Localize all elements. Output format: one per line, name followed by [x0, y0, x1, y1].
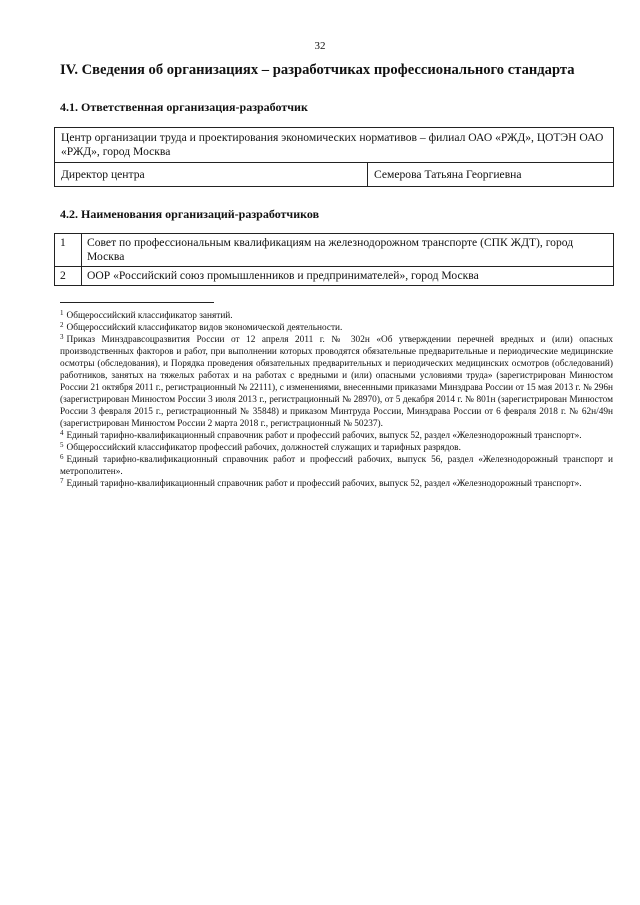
footnote-text: Единый тарифно-квалификационный справочник работ и профессий рабочих, выпуск 52, раздел «Железнодорожный транспорт». [66, 479, 582, 489]
director-name: Семерова Татьяна Георгиевна [368, 163, 614, 187]
footnote [60, 478, 613, 490]
footnote-text: Общероссийский классификатор профессий рабочих, должностей служащих и тарифных разрядов. [66, 443, 461, 453]
footnote-mark: 3 [60, 333, 64, 341]
page-number: 32 [314, 40, 326, 52]
footnote [60, 430, 613, 442]
table-row [55, 234, 614, 267]
responsible-org-table [54, 127, 614, 187]
footnote-text: Единый тарифно-квалификационный справочник работ и профессий рабочих, выпуск 52, раздел «Железнодорожный транспорт». [66, 431, 582, 441]
developer-name: Совет по профессиональным квалификациям на железнодорожном транспорте (СПК ЖДТ), город Москва [82, 234, 614, 267]
table-row [55, 267, 614, 286]
footnote-mark: 7 [60, 477, 64, 485]
developer-number: 2 [55, 267, 82, 286]
footnote-separator [60, 302, 214, 303]
section-title: IV. Сведения об организациях – разработчиках профессионального стандарта [60, 62, 575, 78]
footnote [60, 310, 613, 322]
footnotes [60, 310, 613, 490]
footnote-text: Приказ Минздравсоцразвития России от 12 апреля 2011 г. № 302н «Об утверждении перечней вредных и (или) опасных производственных факторов и работ, при выполнении которых проводятся обязательные предварительные и периодические медицинские осмотры (обследования), и Порядка проведения обязательных предварительных и периодических медицинских осмотров (обследований) работников, занятых на тяжелых работах и на работах с вредными и (или) опасными условиями труда» (зарегистрирован Минюстом России 21 октября 2011 г., регистрационный № 22111), с изменениями, внесенными приказами Минздрава России от 15 мая 2013 г. № 296н (зарегистрирован Минюстом России 3 июля 2013 г., регистрационный № 28970), от 5 декабря 2014 г. № 801н (зарегистрирован Минюстом России 3 февраля 2015 г., регистрационный № 35848) и приказом Минтруда России, Минздрава России от 6 февраля 2018 г. № 62н/49н (зарегистрирован Минюстом России 2 марта 2018 г., регистрационный № 50237). [60, 335, 613, 429]
footnote-mark: 1 [60, 309, 64, 317]
footnote [60, 442, 613, 454]
developer-number: 1 [55, 234, 82, 267]
responsible-org-name-row [55, 128, 614, 163]
footnote [60, 322, 613, 334]
footnote-mark: 6 [60, 453, 64, 461]
footnote-mark: 2 [60, 321, 64, 329]
footnote [60, 334, 613, 430]
responsible-org-heading: 4.1. Ответственная организация-разработчик [60, 100, 308, 114]
footnote-mark: 4 [60, 429, 64, 437]
footnote-text: Общероссийский классификатор видов экономической деятельности. [66, 323, 343, 333]
footnote-mark: 5 [60, 441, 64, 449]
director-position: Директор центра [55, 163, 368, 187]
developers-table [54, 233, 614, 286]
responsible-org-director-row [55, 163, 614, 187]
footnote [60, 454, 613, 478]
developer-name: ООР «Российский союз промышленников и предпринимателей», город Москва [82, 267, 614, 286]
footnote-text: Общероссийский классификатор занятий. [66, 311, 233, 321]
responsible-org-name: Центр организации труда и проектирования экономических нормативов – филиал ОАО «РЖД», ЦОТЭН ОАО «РЖД», город Москва [55, 128, 614, 163]
footnote-text: Единый тарифно-квалификационный справочник работ и профессий рабочих, выпуск 56, раздел «Железнодорожный транспорт и метрополитен». [60, 455, 613, 477]
developers-heading: 4.2. Наименования организаций-разработчиков [60, 207, 320, 221]
